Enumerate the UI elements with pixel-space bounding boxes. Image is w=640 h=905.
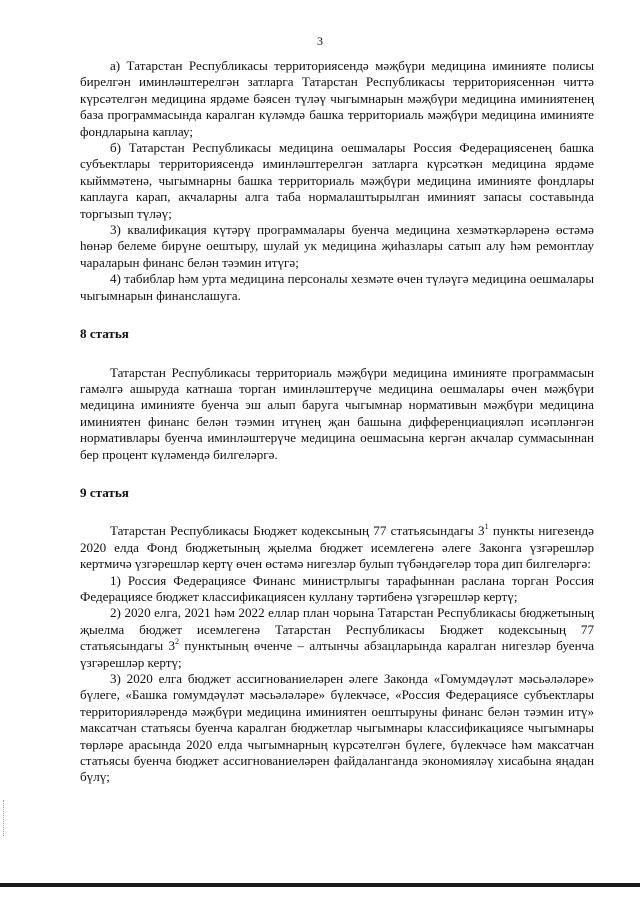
page-number: 3	[317, 34, 323, 48]
article-9-intro-superscript: 1	[484, 522, 489, 532]
document-body	[80, 58, 594, 786]
article-9-item-2	[80, 605, 594, 671]
article-9-item-3: 3) 2020 елга бюджет ассигнованиеләрен әлеге Законда «Гомумдәүләт мәсьәләләре» бүлеге, «Башка гомумдәүләт мәсьәләләре» бүлекчәсе, «Россия Федерациясе субъектлары территорияләрендә мәҗбүри медицина иминиятен оештыруны финанс белән тәэмин итү» максатчан статьясы буенча каралган бюджетлар чыгымнары классификациясе чыгымнары төрләре арасында 2020 елда чыгымнарның күрсәтелгән бүлеге, бүлекчәсе һәм максатчан статьясы буенча бюджет ассигнованиеләрен файдаланганда экономияләү хисабына яңадан бүлү;	[80, 671, 594, 785]
paragraph-item-a: а) Татарстан Республикасы территориясендә мәҗбүри медицина иминияте полисы бирелгән иминләштерелгән затларга Татарстан Республикасы территориясеннән читтә күрсәтелгән медицина ярдәме бәясен түләү чыгымнарын мәҗбүри медицина иминиятенең база программасында каралган күләмдә башка территориаль мәҗбүри медицина иминияте фондларына каплау;	[80, 58, 594, 139]
article-9-item-1: 1) Россия Федерациясе Финанс министрлыгы тарафыннан раслана торган Россия Федерациясе бюджет классификациясен куллану тәртибенә үзгәрешләр кертү;	[80, 572, 594, 604]
article-9-item-2-part-2: пунктының өченче – алтынчы абзацларында каралган нигезләр буенча үзгәрешләр кертү;	[80, 638, 595, 670]
article-8-text: Татарстан Республикасы территориаль мәҗбүри медицина иминияте программасын гамәлгә ашыруда катнаша торган иминләштерүче медицина оешмалары өчен мәҗбүри медицина иминияте буенча эш алып баруга чыгымнар нормативын мәҗбүри медицина иминиятен финанс белән тәэмин итүнең җан башына дифференциацияләп исәпләнгән нормативлары буенча иминләштерүче медицина оешмасына кергән акчалар суммасыннан бер процент күләмендә билгеләргә.	[80, 364, 594, 462]
article-9-heading: 9 статья	[80, 484, 129, 500]
article-9-intro-part-1: Татарстан Республикасы Бюджет кодексының 77 статьясындагы 3	[110, 523, 485, 539]
paragraph-item-4: 4) табиблар һәм урта медицина персоналы хезмәте өчен түләүгә медицина оешмалары чыгымнарын финанслашуга.	[80, 271, 594, 303]
article-9-item-2-part-1: 2) 2020 елга, 2021 һәм 2022 еллар план чорына Татарстан Республикасы бюджетының җыелма бюджет исемлегенә Татарстан Республикасы Бюджет кодексының 77 статьясындагы 3	[80, 605, 594, 654]
paragraph-item-3: 3) квалификация күтәрү программалары буенча медицина хезмәткәрләренә өстәмә һөнәр белеме бирүне оештыру, шулай ук медицина җиһазлары сатып алу һәм ремонтлау чараларын финанс белән тәэмин итүгә;	[80, 222, 594, 270]
article-9-intro-part-2: пункты нигезендә 2020 елда Фонд бюджетының җыелма бюджет исемлегенә әлеге Законга үзгәрешләр кертмичә үзгәрешләр кертү өчен өстәмә нигезләр булып түбәндәгеләр тора дип билгеләргә:	[80, 523, 594, 572]
article-9-intro	[80, 523, 594, 572]
article-9-item-2-superscript: 2	[175, 637, 180, 647]
article-8-heading: 8 статья	[80, 326, 129, 342]
scan-bottom-edge	[0, 883, 640, 887]
paragraph-item-b: б) Татарстан Республикасы медицина оешмалары Россия Федерациясенең башка субъектлары территориясендә иминләштерелгән затларга күрсәткән медицина ярдәме кыйммәтенә, чыгымнарны башка территориаль мәҗбүри медицина иминияте фондлары каплауга карап, акчаларны алга таба нормалаштырылган иминият запасы составында торгызып түләү;	[80, 140, 594, 221]
scan-margin-marks	[3, 800, 6, 836]
